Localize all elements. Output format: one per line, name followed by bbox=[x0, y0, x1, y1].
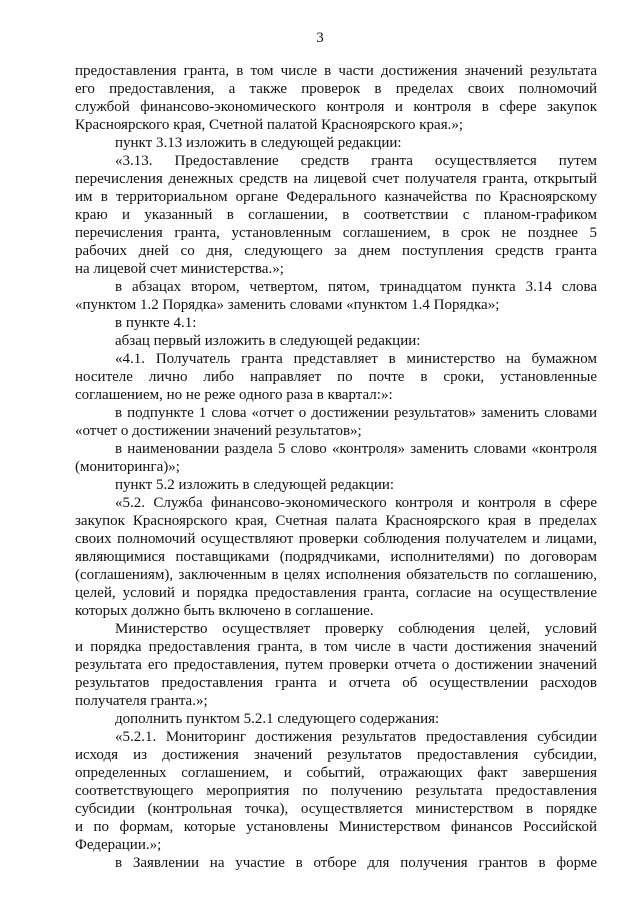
text-line: Федерации.»; bbox=[75, 837, 162, 853]
paragraph bbox=[75, 728, 597, 854]
page-number: 3 bbox=[316, 30, 324, 46]
text-line: пункт 5.2 изложить в следующей редакции: bbox=[115, 477, 395, 493]
text-line: (соглашениям), заключенным в целях исполнения обязательств по соглашению, bbox=[75, 567, 597, 583]
text-line: и порядка предоставления гранта, в том числе в части достижения значений bbox=[75, 639, 597, 655]
text-line: службой финансово-экономического контроля и контроля в сфере закупок bbox=[75, 99, 597, 115]
paragraph bbox=[75, 62, 597, 134]
text-line: в наименовании раздела 5 слово «контроля» заменить словами «контроля bbox=[115, 441, 597, 457]
text-line: дополнить пунктом 5.2.1 следующего содержания: bbox=[115, 711, 440, 727]
text-line: соответствующего мероприятия по получению результата предоставления bbox=[75, 783, 597, 799]
paragraph bbox=[75, 332, 597, 350]
text-line: в абзацах втором, четвертом, пятом, тринадцатом пункта 3.14 слова bbox=[115, 279, 597, 295]
paragraph bbox=[75, 476, 597, 494]
text-line: перечисления денежных средств на лицевой счет получателя гранта, открытый bbox=[75, 171, 597, 187]
text-line: «5.2.1. Мониторинг достижения результатов предоставления субсидии bbox=[115, 729, 597, 745]
text-line: исходя из достижения значений результатов предоставления субсидии, bbox=[75, 747, 597, 763]
text-line: «4.1. Получатель гранта представляет в министерство на бумажном bbox=[115, 351, 597, 367]
text-line: Красноярского края, Счетной палатой Красноярского края.»; bbox=[75, 117, 464, 133]
text-line: в подпункте 1 слова «отчет о достижении результатов» заменить словами bbox=[115, 405, 597, 421]
paragraph bbox=[75, 854, 597, 872]
text-line: «отчет о достижении значений результатов»; bbox=[75, 423, 362, 439]
text-line: предоставления гранта, в том числе в части достижения значений результата bbox=[75, 63, 597, 79]
text-line: «5.2. Служба финансово-экономического контроля и контроля в сфере bbox=[115, 495, 597, 511]
text-line: в пункте 4.1: bbox=[115, 315, 197, 331]
text-line: «пунктом 1.2 Порядка» заменить словами «пунктом 1.4 Порядка»; bbox=[75, 297, 500, 313]
paragraph bbox=[75, 134, 597, 152]
paragraph bbox=[75, 314, 597, 332]
paragraph bbox=[75, 620, 597, 710]
text-line: пункт 3.13 изложить в следующей редакции: bbox=[115, 135, 402, 151]
paragraph bbox=[75, 152, 597, 278]
paragraph bbox=[75, 404, 597, 440]
text-line: (мониторинга)»; bbox=[75, 459, 180, 475]
paragraph bbox=[75, 710, 597, 728]
text-line: «3.13. Предоставление средств гранта осуществляется путем bbox=[115, 153, 597, 169]
text-line: соглашением, но не реже одного раза в квартал:»: bbox=[75, 387, 393, 403]
text-line: рабочих дней со дня, следующего за днем поступления средств гранта bbox=[75, 243, 597, 259]
text-line: которых должно быть включено в соглашение. bbox=[75, 603, 374, 619]
text-line: своих полномочий осуществляют проверки соблюдения получателем и лицами, bbox=[75, 531, 597, 547]
document-body bbox=[75, 62, 597, 872]
text-line: в Заявлении на участие в отборе для получения грантов в форме bbox=[115, 855, 597, 871]
paragraph bbox=[75, 440, 597, 476]
text-line: краю и указанный в соглашении, в соответствии с планом-графиком bbox=[75, 207, 597, 223]
paragraph bbox=[75, 278, 597, 314]
text-line: абзац первый изложить в следующей редакции: bbox=[115, 333, 421, 349]
text-line: субсидии (контрольная точка), осуществляется министерством в порядке bbox=[75, 801, 597, 817]
text-line: перечисления гранта, установленным соглашением, в срок не позднее 5 bbox=[75, 225, 597, 241]
text-line: получателя гранта.»; bbox=[75, 693, 208, 709]
text-line: на лицевой счет министерства.»; bbox=[75, 261, 284, 277]
text-line: закупок Красноярского края, Счетная палата Красноярского края в пределах bbox=[75, 513, 597, 529]
text-line: носителе лично либо направляет по почте в сроки, установленные bbox=[75, 369, 597, 385]
text-line: и по формам, которые установлены Министерством финансов Российской bbox=[75, 819, 597, 835]
paragraph bbox=[75, 494, 597, 620]
text-line: результатов предоставления гранта и отчета об осуществлении расходов bbox=[75, 675, 597, 691]
text-line: результата его предоставления, путем проверки отчета о достижении значений bbox=[75, 657, 597, 673]
text-line: целей, условий и порядка предоставления гранта, согласие на осуществление bbox=[75, 585, 597, 601]
text-line: являющимися поставщиками (подрядчиками, исполнителями) по договорам bbox=[75, 549, 597, 565]
text-line: Министерство осуществляет проверку соблюдения целей, условий bbox=[115, 621, 597, 637]
text-line: им в территориальном органе Федерального казначейства по Красноярскому bbox=[75, 189, 597, 205]
text-line: его предоставления, а также проверок в пределах своих полномочий bbox=[75, 81, 597, 97]
paragraph bbox=[75, 350, 597, 404]
text-line: определенных соглашением, и событий, отражающих факт завершения bbox=[75, 765, 597, 781]
